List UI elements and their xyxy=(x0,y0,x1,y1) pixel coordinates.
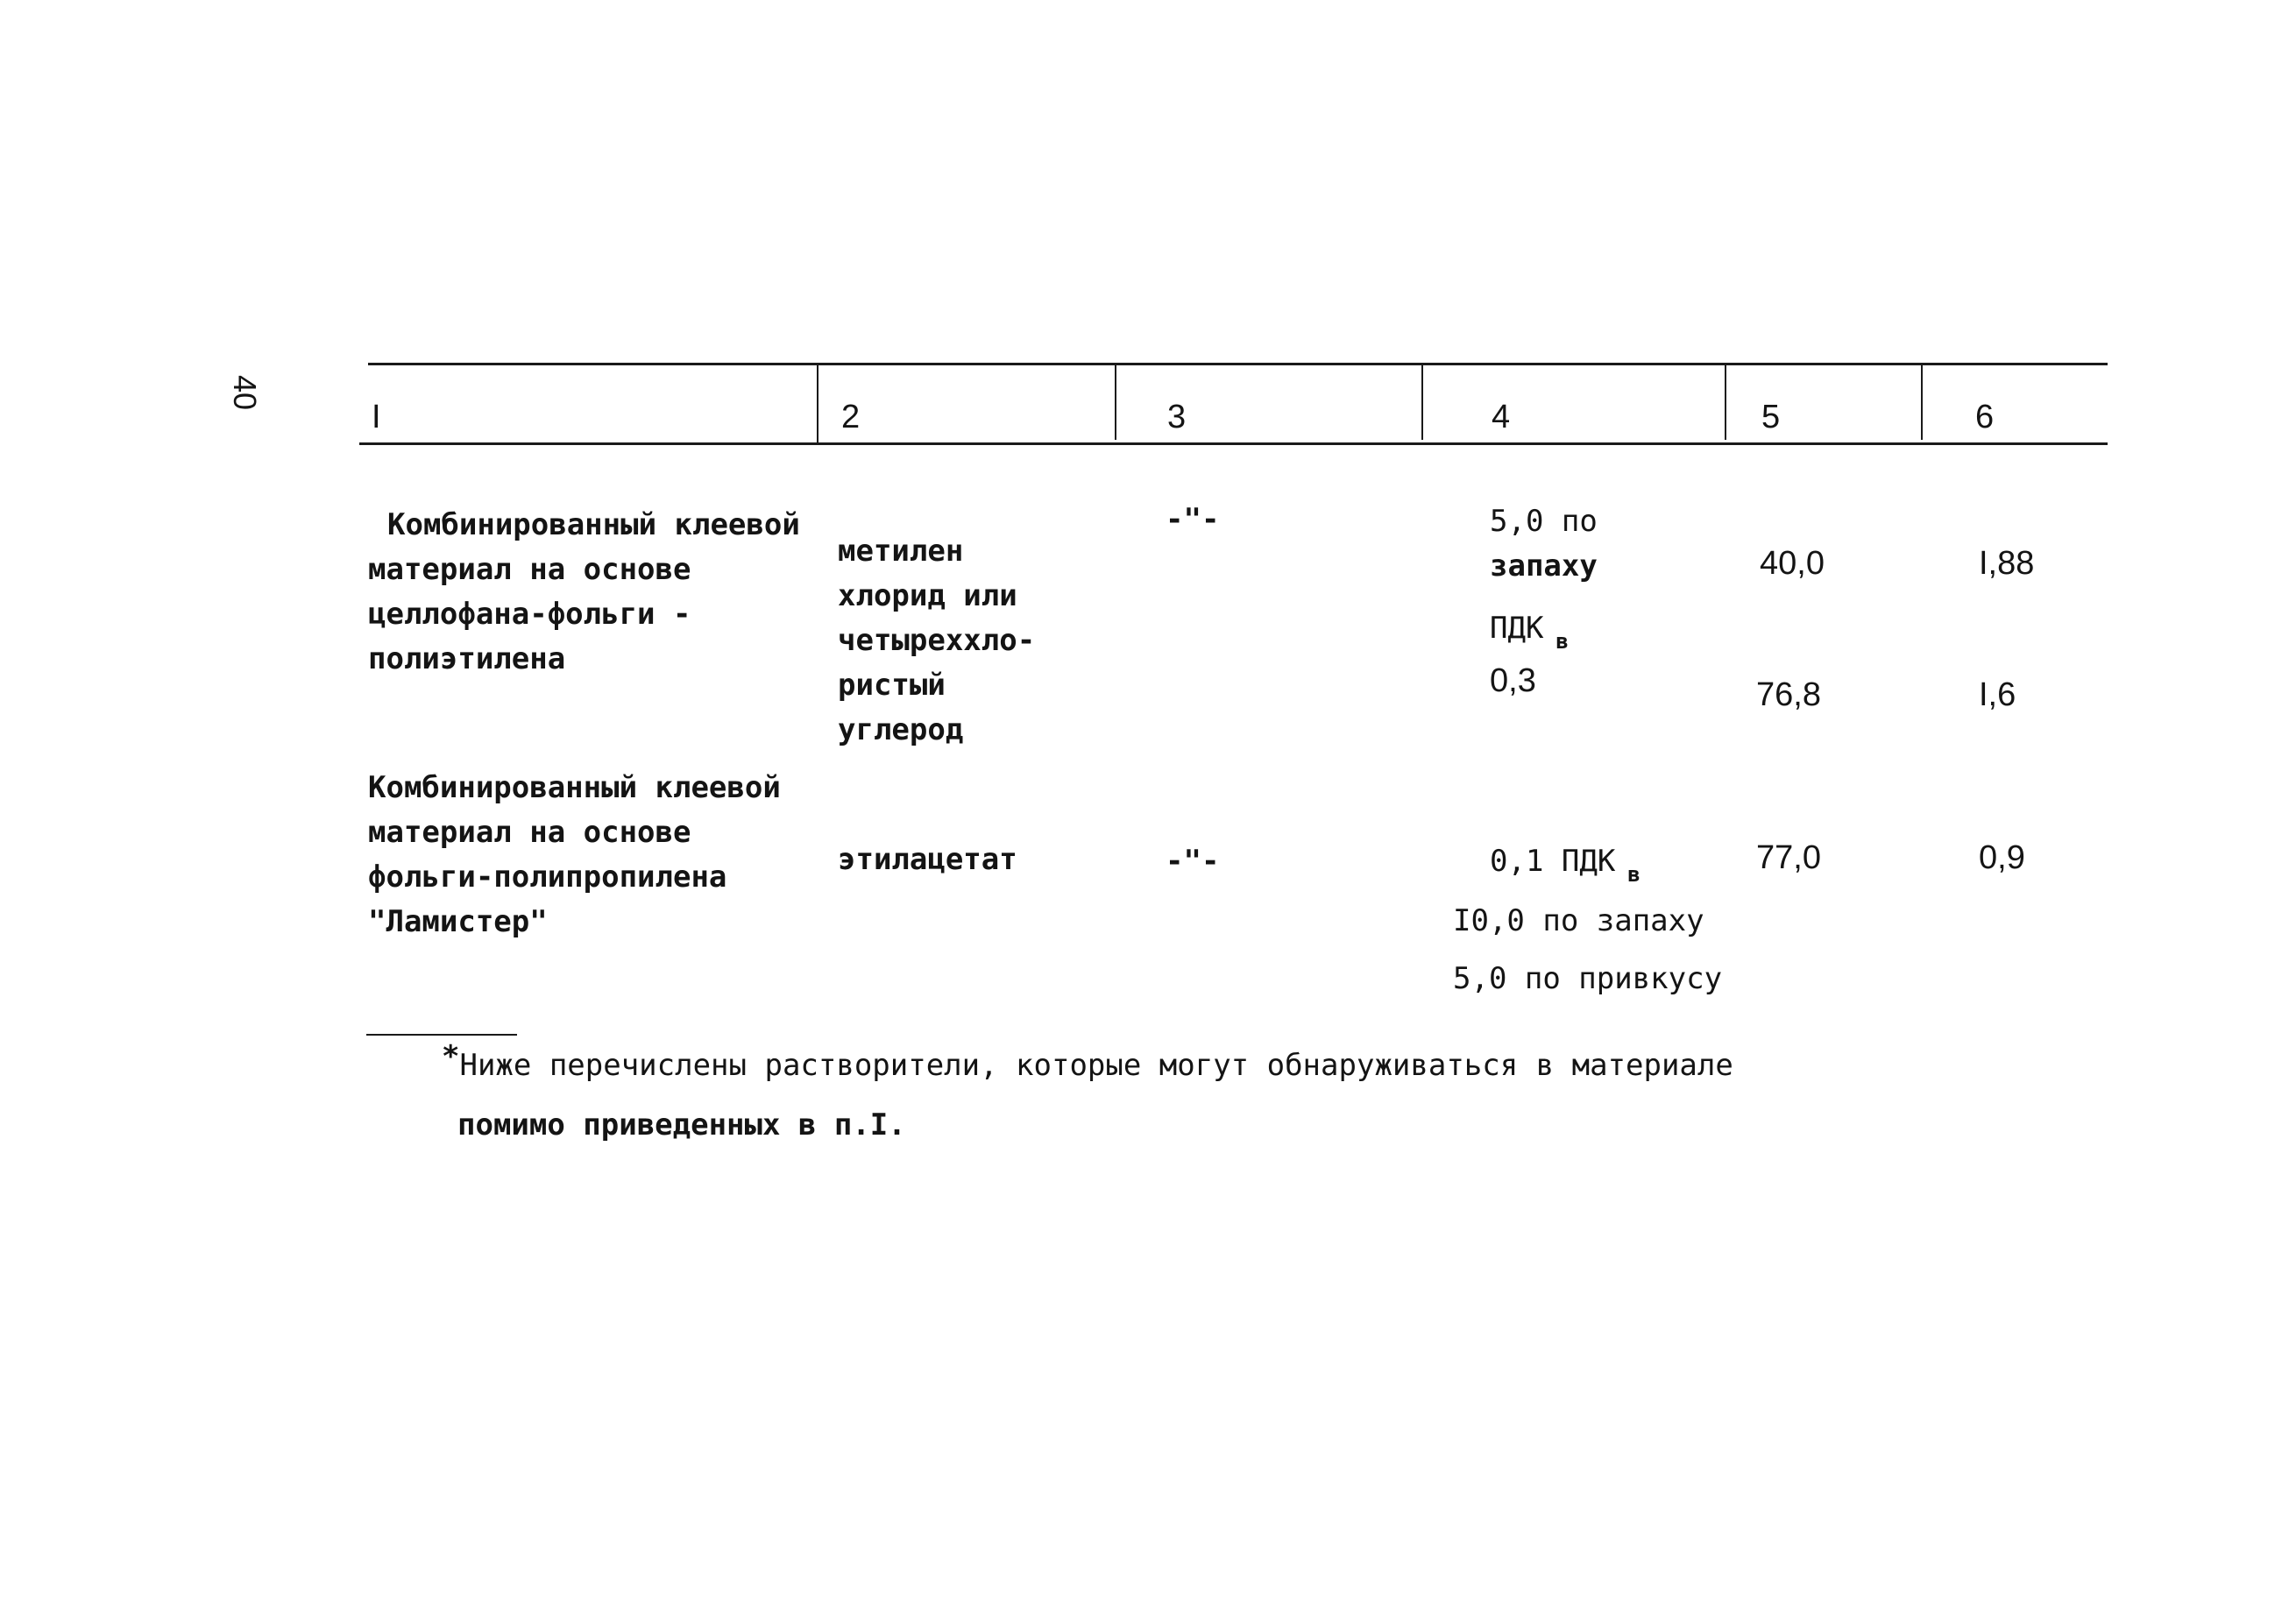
column-divider xyxy=(1421,364,1423,440)
footnote-rule xyxy=(366,1034,517,1036)
table-row-1-material: Комбинированный клеевой материал на основе целлофана-фольги - полиэтилена xyxy=(368,507,800,676)
table-row-2-solvent: этилацетат xyxy=(838,842,1017,877)
table-row-1-col5-b: 76,8 xyxy=(1756,676,1821,713)
table-header-rule xyxy=(359,442,2108,445)
page-number: 40 xyxy=(227,375,263,411)
column-divider xyxy=(817,364,818,445)
table-row-1-solvent: метилен хлорид или четыреххло- ристый углерод xyxy=(838,534,1036,747)
footnote-mark: * xyxy=(442,1039,460,1074)
table-row-2-col5: 77,0 xyxy=(1756,839,1821,876)
table-row-1-col4: 5,0 по запаху ПДК $_в$ 0,3 xyxy=(1490,504,1598,699)
column-divider xyxy=(1921,364,1923,440)
header-col-5: 5 xyxy=(1761,399,1781,435)
pdk-label: ПДК xyxy=(1490,611,1544,646)
table-row-2-col3: -"- xyxy=(1166,844,1220,879)
table-row-2-col4-c: 5,0 по привкусу xyxy=(1453,961,1723,996)
header-col-1: I xyxy=(372,399,381,435)
table-row-1-col5-a: 40,0 xyxy=(1760,545,1825,582)
header-col-3: 3 xyxy=(1167,399,1187,435)
header-col-6: 6 xyxy=(1975,399,1995,435)
footnote-line-2: помимо приведенных в п.I. xyxy=(457,1107,906,1143)
table-row-2-col6: 0,9 xyxy=(1979,839,2025,876)
table-row-2-col4-b: I0,0 по запаху xyxy=(1453,903,1704,938)
table-row-2-col4-a: 0,1 ПДК $_в$ xyxy=(1490,844,1641,887)
header-col-2: 2 xyxy=(841,399,861,435)
column-divider xyxy=(1115,364,1116,440)
table-row-2-material: Комбинированный клеевой материал на основе фольги-полипропилена "Ламистер" xyxy=(368,770,781,939)
header-col-4: 4 xyxy=(1492,399,1511,435)
table-row-1-col6-b: I,6 xyxy=(1979,676,2016,713)
pdk-subscript: в xyxy=(1555,629,1569,654)
pdk-subscript: в xyxy=(1627,862,1641,887)
table-row-1-col6-a: I,88 xyxy=(1979,545,2035,582)
column-divider xyxy=(1725,364,1726,440)
footnote-line-1: *Ниже перечислены растворители, которые могут обнаруживаться в материале xyxy=(442,1039,1733,1083)
table-top-rule xyxy=(368,363,2108,365)
table-row-1-col3: -"- xyxy=(1166,502,1220,537)
